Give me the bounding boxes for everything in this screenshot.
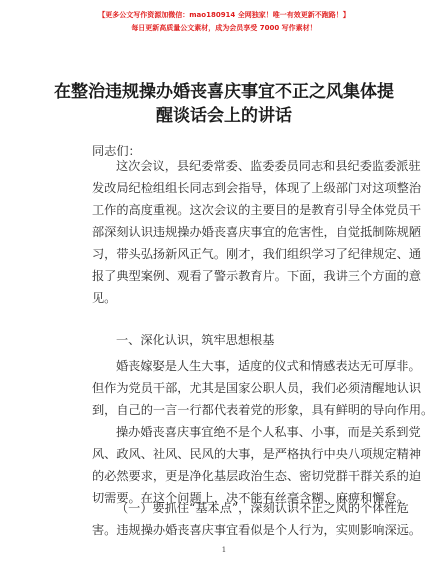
paragraph-line: 部深刻认识违规操办婚丧喜庆事宜的危害性，自觉抵制陈规陋 [92, 225, 422, 239]
paragraph-line: 但作为党员干部，尤其是国家公职人员，我们必须清醒地认识 [92, 381, 422, 395]
paragraph-line: 这次会议，县纪委常委、监委委员同志和县纪委监委派驻 [116, 159, 421, 173]
paragraph-line: （一）要抓住“基本点”，深刻认识不正之风的个体性危 [116, 501, 409, 515]
promo-banner [0, 9, 448, 35]
paragraph-section-one [92, 355, 434, 509]
document-title [40, 80, 408, 128]
title-line-2: 醒谈话会上的讲话 [156, 106, 292, 126]
paragraph-line: 风、政风、社风、民风的大事，是严格执行中央八项规定精神 [92, 447, 422, 461]
paragraph-subsection-one [92, 497, 422, 541]
paragraph-line: 报了典型案例、观看了警示教育片。下面，我讲三个方面的意 [92, 269, 422, 283]
paragraph-line: 害。违规操办婚丧喜庆事宜看似是个人行为，实则影响深远。 [92, 523, 422, 537]
paragraph-intro [92, 155, 422, 309]
paragraph-line: 到，自己的一言一行都代表着党的形象，具有鲜明的导向作用。 [92, 403, 434, 417]
paragraph-line: 发改局纪检组组长同志到会指导，体现了上级部门对这项整治 [92, 181, 422, 195]
paragraph-line: 的必然要求，更是净化基层政治生态、密切党群干群关系的迫 [92, 469, 422, 483]
page-number: 1 [221, 546, 227, 554]
paragraph-line: 操办婚丧喜庆事宜绝不是个人私事、小事，而是关系到党 [116, 425, 421, 439]
banner-line-2: 每日更新高质量公文素材，成为会员享受 7000 写作素材！ [131, 24, 317, 32]
section-heading: 一、深化认识，筑牢思想根基 [116, 333, 275, 347]
banner-line-1: 【更多公文写作资源加微信：mao180914 全网独家！唯一有效更新不跑路！】 [98, 11, 350, 19]
paragraph-line: 见。 [92, 291, 117, 305]
greeting: 同志们： [92, 144, 141, 158]
paragraph-line: 切需要。在这个问题上，决不能有丝毫含糊、麻痹和懈怠。 [92, 491, 409, 505]
paragraph-line: 工作的高度重视。这次会议的主要目的是教育引导全体党员干 [92, 203, 422, 217]
paragraph-line: 习，带头弘扬新风正气。刚才，我们组织学习了纪律规定、通 [92, 247, 422, 261]
paragraph-line: 婚丧嫁娶是人生大事，适度的仪式和情感表达无可厚非。 [116, 359, 421, 373]
title-line-1: 在整治违规操办婚丧喜庆事宜不正之风集体提 [54, 82, 394, 102]
